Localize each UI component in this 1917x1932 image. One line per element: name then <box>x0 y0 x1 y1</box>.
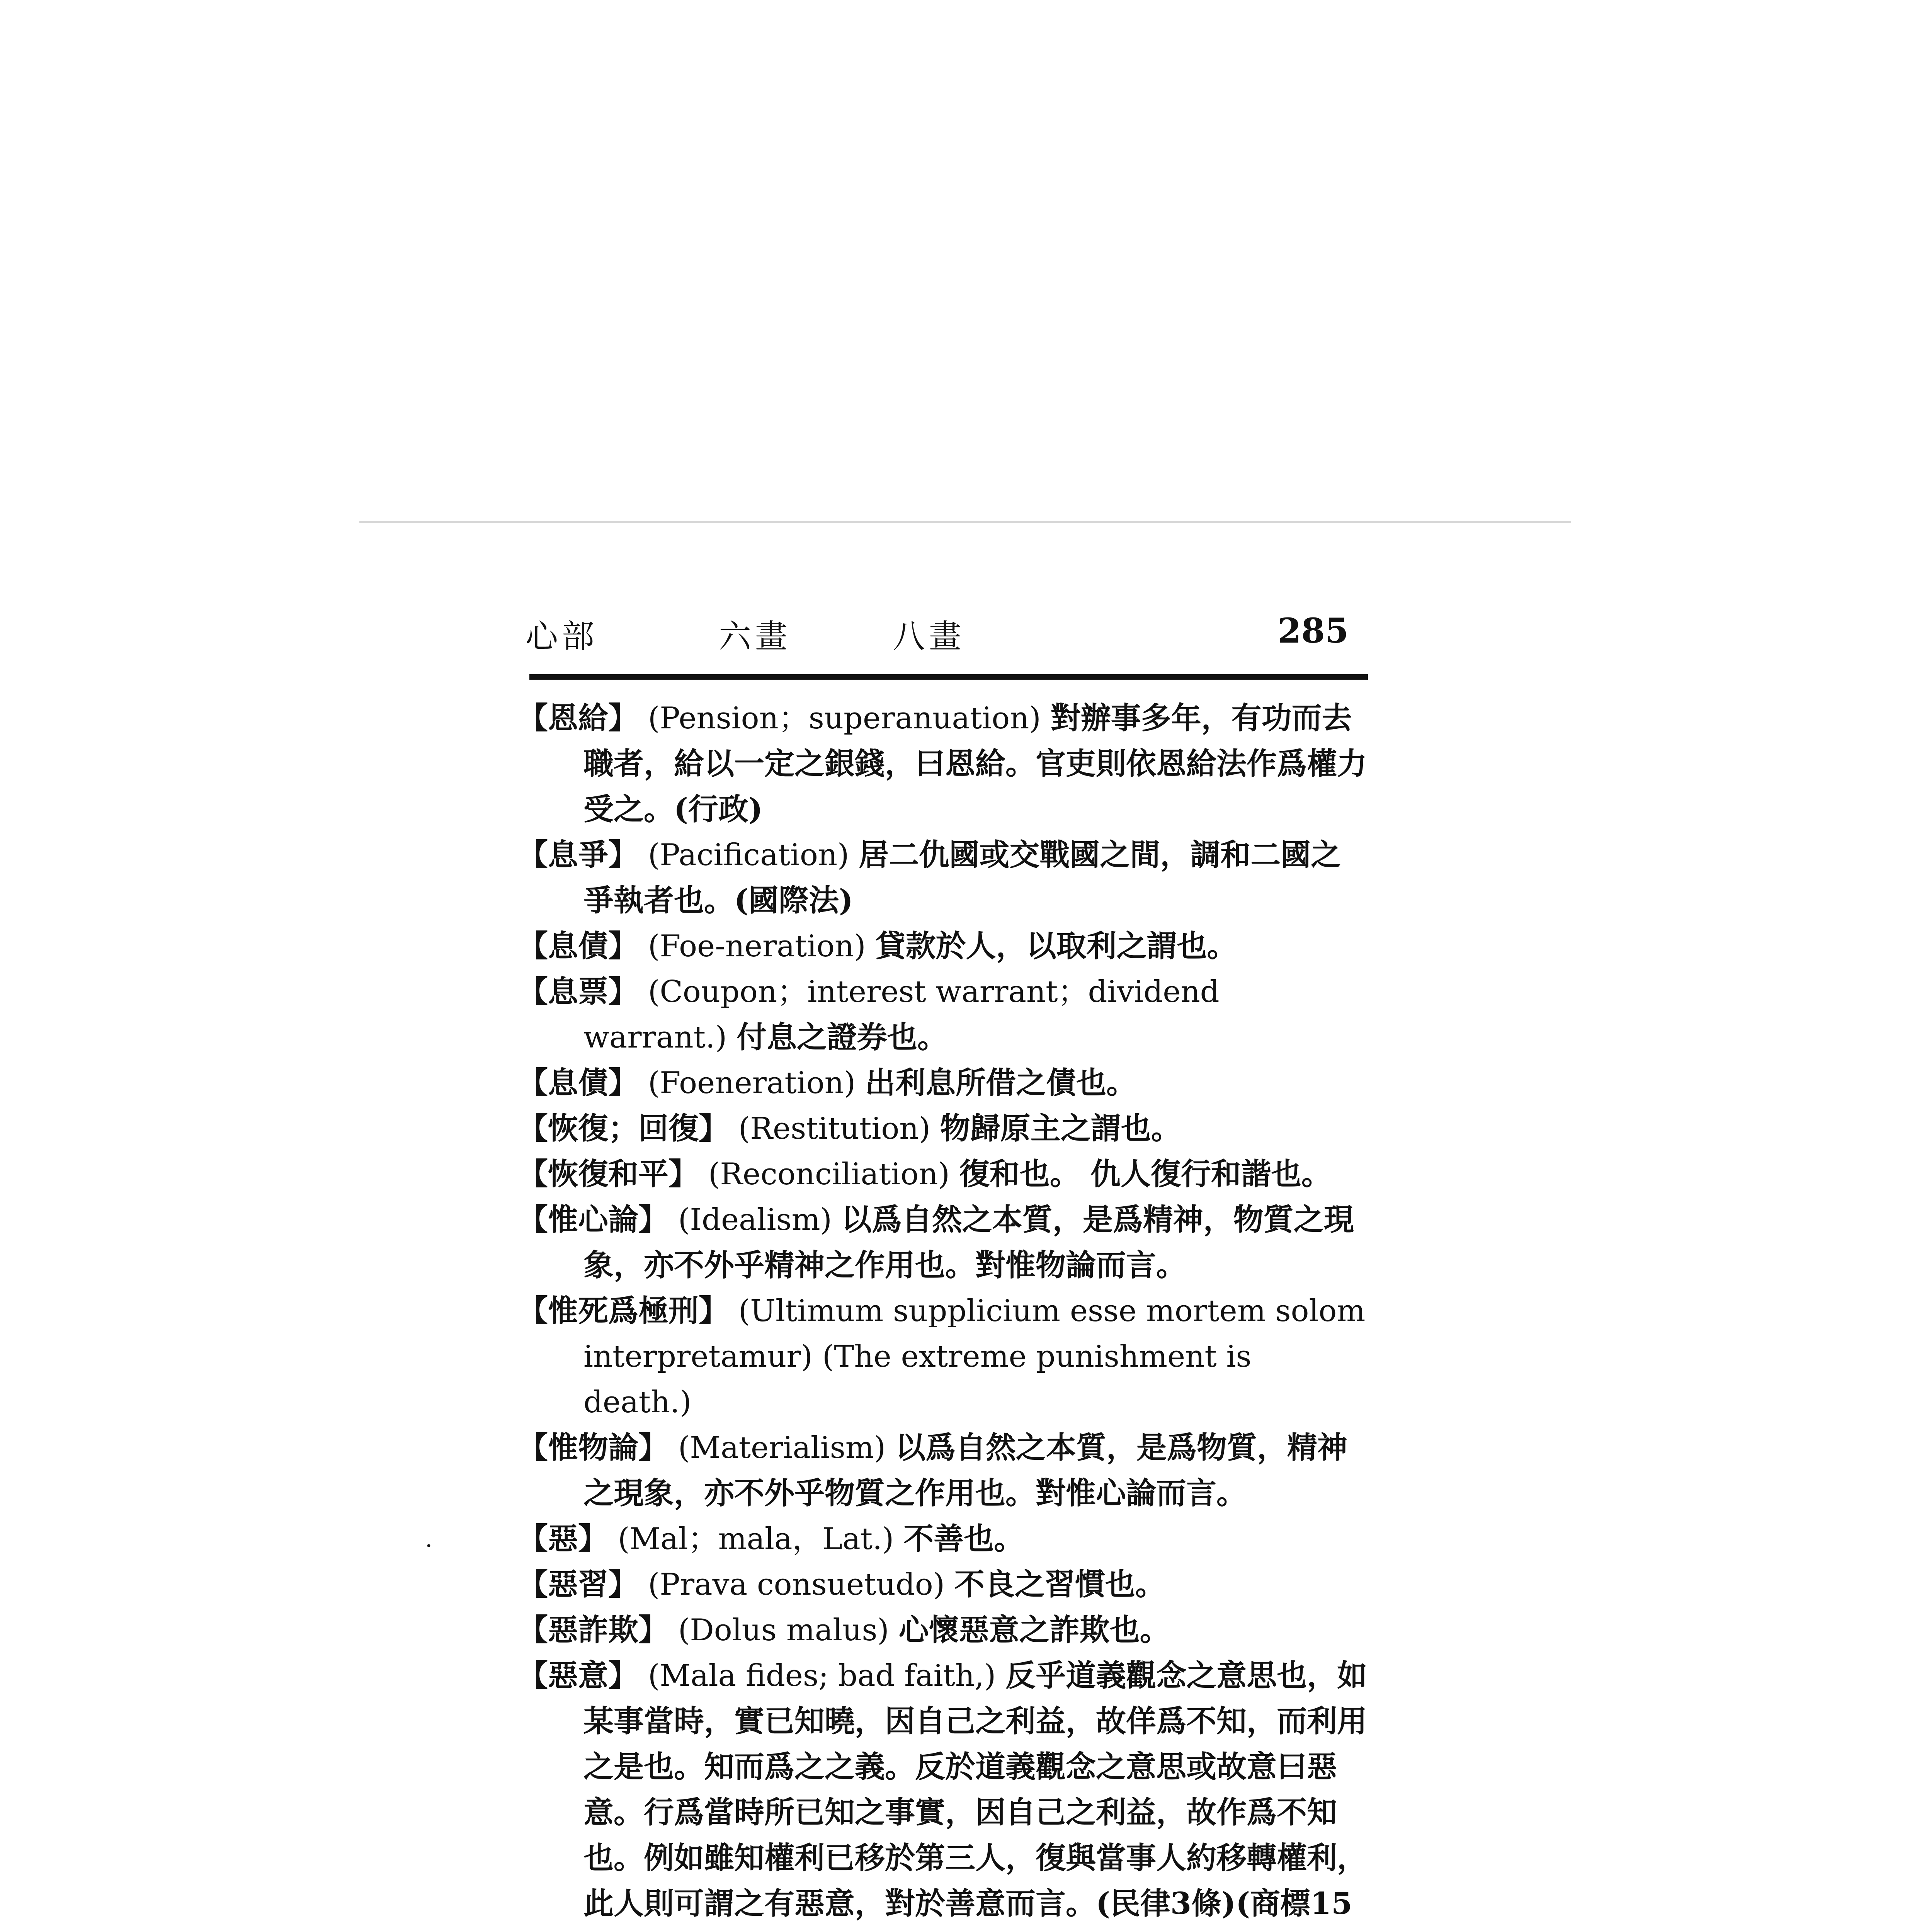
entry <box>518 832 1368 923</box>
entry: · 【惡】 (Mal；mala，Lat.) 不善也。 <box>425 1521 1024 1560</box>
entry-definition: 出利息所借之債也。 <box>865 1065 1137 1100</box>
entry-term: 【惡詐欺】 <box>518 1612 669 1648</box>
entry-gloss: (Materialism) <box>678 1430 886 1465</box>
entry-definition: 以爲自然之本質，是爲物質，精神之現象，亦不外乎物質之作用也。對惟心論而言。 <box>583 1430 1347 1511</box>
radical-label: 心部 <box>526 617 599 655</box>
entry-term: 【惟物論】 <box>518 1430 669 1465</box>
entry-definition: 付息之證券也。 <box>736 1020 947 1055</box>
entry <box>518 696 1368 832</box>
page-number: 285 <box>1277 611 1349 651</box>
entry <box>518 1562 1368 1607</box>
running-head <box>526 611 1349 668</box>
entry-definition: 心懷惡意之詐欺也。 <box>898 1612 1170 1648</box>
entry-gloss: (Foe-neration) <box>648 929 866 964</box>
entry-gloss: (Foeneration) <box>648 1066 856 1100</box>
entry-definition: 復和也。 仇人復行和諧也。 <box>959 1156 1332 1192</box>
entry-term: 【惡】 <box>518 1521 609 1556</box>
entry-gloss: (Pension；superanuation) <box>648 701 1041 736</box>
entry-term: 【恢復；回復】 <box>518 1111 729 1146</box>
entry-gloss: (Mala fides; bad faith,) <box>648 1658 996 1693</box>
entry-gloss: (Mal；mala，Lat.) <box>617 1522 894 1556</box>
entry-term: 【惟心論】 <box>518 1202 669 1237</box>
entry <box>518 969 1368 1060</box>
stroke-label-b: 八畫 <box>893 617 966 655</box>
entry-term: 【息爭】 <box>518 837 639 872</box>
top-divider <box>359 521 1571 523</box>
entry <box>518 1106 1368 1151</box>
entry-term: 【惟死爲極刑】 <box>518 1293 729 1328</box>
entry-definition: 物歸原主之謂也。 <box>940 1111 1181 1146</box>
entry-term: 【息票】 <box>518 974 639 1009</box>
entry <box>518 1607 1368 1653</box>
entry-definition: 對辦事多年，有功而去職者，給以一定之銀錢，曰恩給。官吏則依恩給法作爲權力受之。(行政) <box>583 701 1368 827</box>
entry-gloss: (Idealism) <box>678 1202 832 1237</box>
entry <box>518 1151 1368 1197</box>
stroke-label-a: 六畫 <box>719 617 792 655</box>
entry-definition: 居二仇國或交戰國之間，調和二國之爭執者也。(國際法) <box>583 837 1341 918</box>
entry-gloss: (Dolus malus) <box>678 1613 889 1648</box>
dictionary-entries <box>425 696 1368 1932</box>
entry <box>518 1653 1368 1932</box>
entry-definition: 不良之習慣也。 <box>954 1567 1165 1602</box>
entry-gloss: (Reconciliation) <box>708 1157 950 1192</box>
entry <box>518 1288 1368 1425</box>
entry-term: 【惡意】 <box>518 1658 639 1693</box>
entry <box>518 1060 1368 1106</box>
entry-definition: 反乎道義觀念之意思也，如某事當時，實已知曉，因自己之利益，故佯爲不知，而利用之是也。知而爲之之義。反於道義觀念之意思或故意曰惡意。行爲當時所已知之事實，因自己之利益，故作爲不知也。例如雖知權利已移於第三人，復與當事人約移轉權利，此人則可謂之有惡意，對於善意而言。(民律3條)(商標15 <box>583 1658 1368 1921</box>
entry-gloss: (Pacification) <box>648 838 849 872</box>
entry-term: 【恢復和平】 <box>518 1156 699 1192</box>
entry-definition: 貸款於人，以取利之謂也。 <box>875 929 1237 964</box>
entry-term: 【息債】 <box>518 1065 639 1100</box>
entry-term: 【惡習】 <box>518 1567 639 1602</box>
entry-term: 【息債】 <box>518 929 639 964</box>
entry-gloss: (Coupon；interest warrant；dividend warrant.) <box>583 975 1220 1055</box>
entry <box>518 923 1368 969</box>
entry-term: 【恩給】 <box>518 701 639 736</box>
entry-gloss: (Prava consuetudo) <box>648 1567 945 1602</box>
entry <box>518 1197 1368 1288</box>
entry <box>518 1425 1368 1516</box>
entry-definition: 以爲自然之本質，是爲精神，物質之現象，亦不外乎精神之作用也。對惟物論而言。 <box>583 1202 1354 1283</box>
entry-gloss: (Ultimum supplicium esse mortem solom interpretamur) (The extreme punishment is death.) <box>583 1294 1366 1420</box>
entry-definition: 不善也。 <box>903 1521 1024 1556</box>
entry-gloss: (Restitution) <box>738 1111 930 1146</box>
header-rule <box>529 674 1368 680</box>
